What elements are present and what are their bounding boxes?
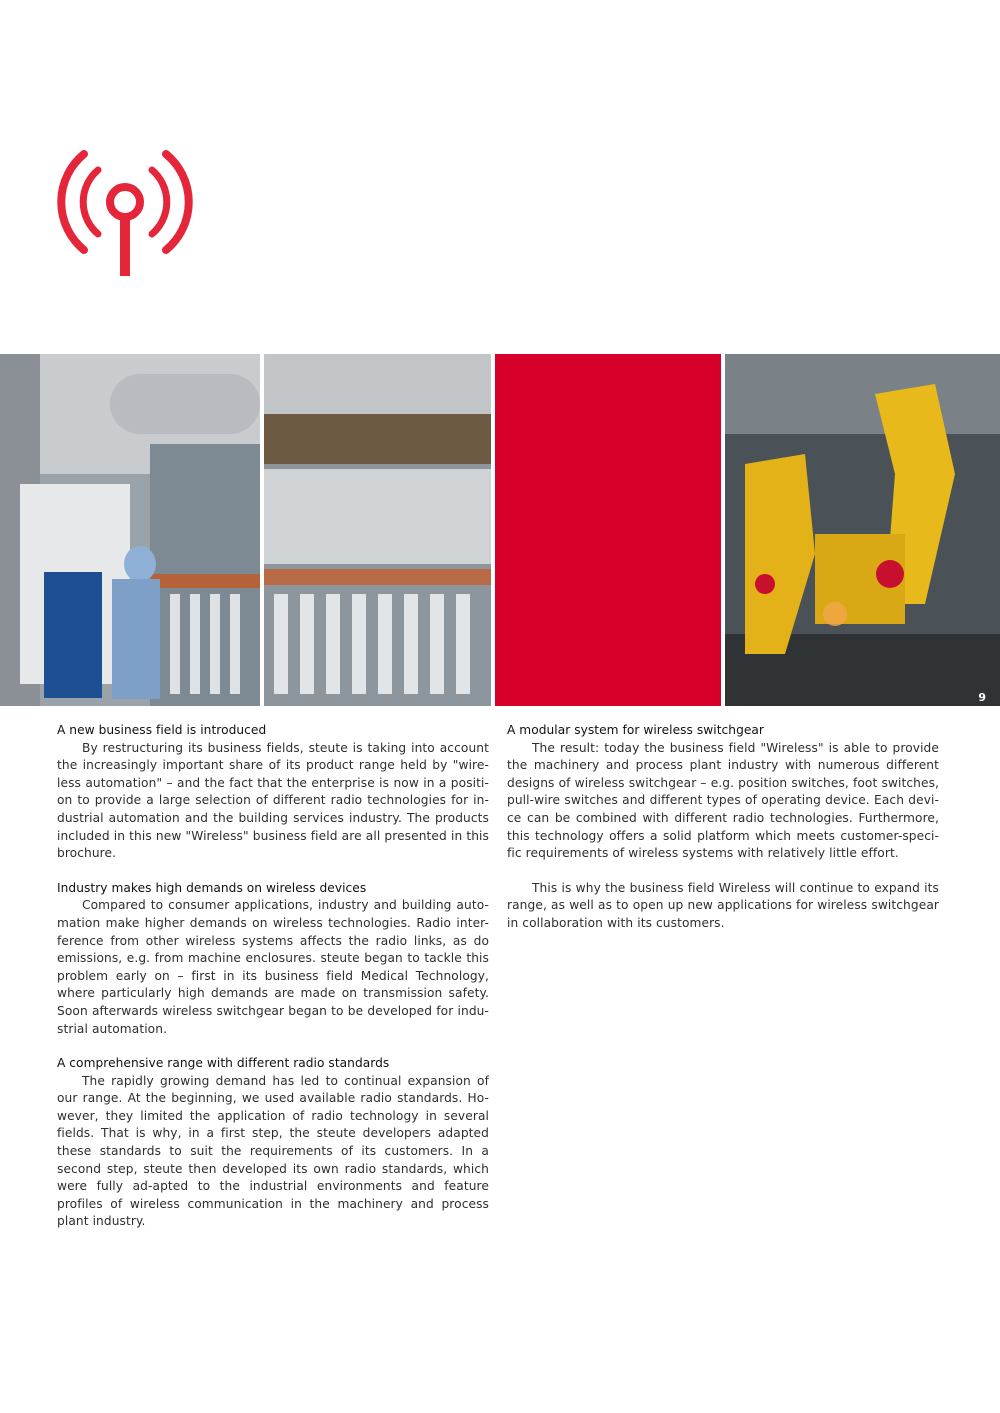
- section-standards: [57, 1055, 489, 1231]
- section-body: Compared to consumer applications, industry and building auto-mation make higher demands on wireless technologies. Radio inter-ference from other wireless systems affects the radio links, as do emissions, e.g. from machine enclosures. steute began to tackle this problem early on – first in its business field Medical Technology, where particularly high demands are made on transmission safety. Soon afterwards wireless switchgear began to be developed for indu-strial automation.: [57, 898, 489, 1036]
- section-body: The rapidly growing demand has led to continual expansion of our range. At the beginning, we used available radio standards. Ho-wever, they limited the application of radio technology in several fields. That is why, in a first step, the steute developers adapted these standards to suit the requirements of its customers. In a second step, steute then developed its own radio standards, which were fully ad-apted to the industrial environments and feature profiles of wireless communication in the machinery and process plant industry.: [57, 1073, 489, 1229]
- photo-strip: [0, 354, 1000, 706]
- section-demands: [57, 880, 489, 1038]
- welding-robots-photo: [725, 354, 1000, 706]
- factory-operator-photo: [0, 354, 260, 706]
- page-number: 9: [978, 691, 986, 704]
- red-color-block: [495, 354, 721, 706]
- textile-machinery-photo: [264, 354, 491, 706]
- section-heading: A modular system for wireless switchgear: [507, 723, 764, 737]
- section-heading: A comprehensive range with different radio standards: [57, 1056, 390, 1071]
- section-body: The result: today the business field "Wireless" is able to provide the machinery and process plant industry with numerous different designs of wireless switchgear – e.g. position switches, foot switches, pull-wire switches and different types of operating device. Each devi-ce can be combined with different radio technologies. Furthermore, this technology offers a solid platform which meets customer-speci-fic requirements of wireless systems with relatively little effort.: [507, 740, 939, 861]
- section-intro: [57, 722, 489, 863]
- wireless-signal-icon: [52, 128, 198, 280]
- left-text-column: [57, 722, 489, 1248]
- right-text-column: [507, 722, 939, 950]
- section-body-continued: This is why the business field Wireless will continue to expand its range, as well as to open up new applications for wireless switchgear in collaboration with its customers.: [507, 880, 939, 930]
- section-modular: [507, 722, 939, 933]
- section-body: By restructuring its business fields, steute is taking into account the increasingly important share of its product range held by "wire-less automation" – and the fact that the enterprise is now in a positi-on to provide a large selection of different radio technologies for in-dustrial automation and the building services industry. The products included in this new "Wireless" business field are all presented in this brochure.: [57, 740, 489, 861]
- section-heading: A new business field is introduced: [57, 723, 267, 737]
- section-heading: Industry makes high demands on wireless devices: [57, 880, 367, 895]
